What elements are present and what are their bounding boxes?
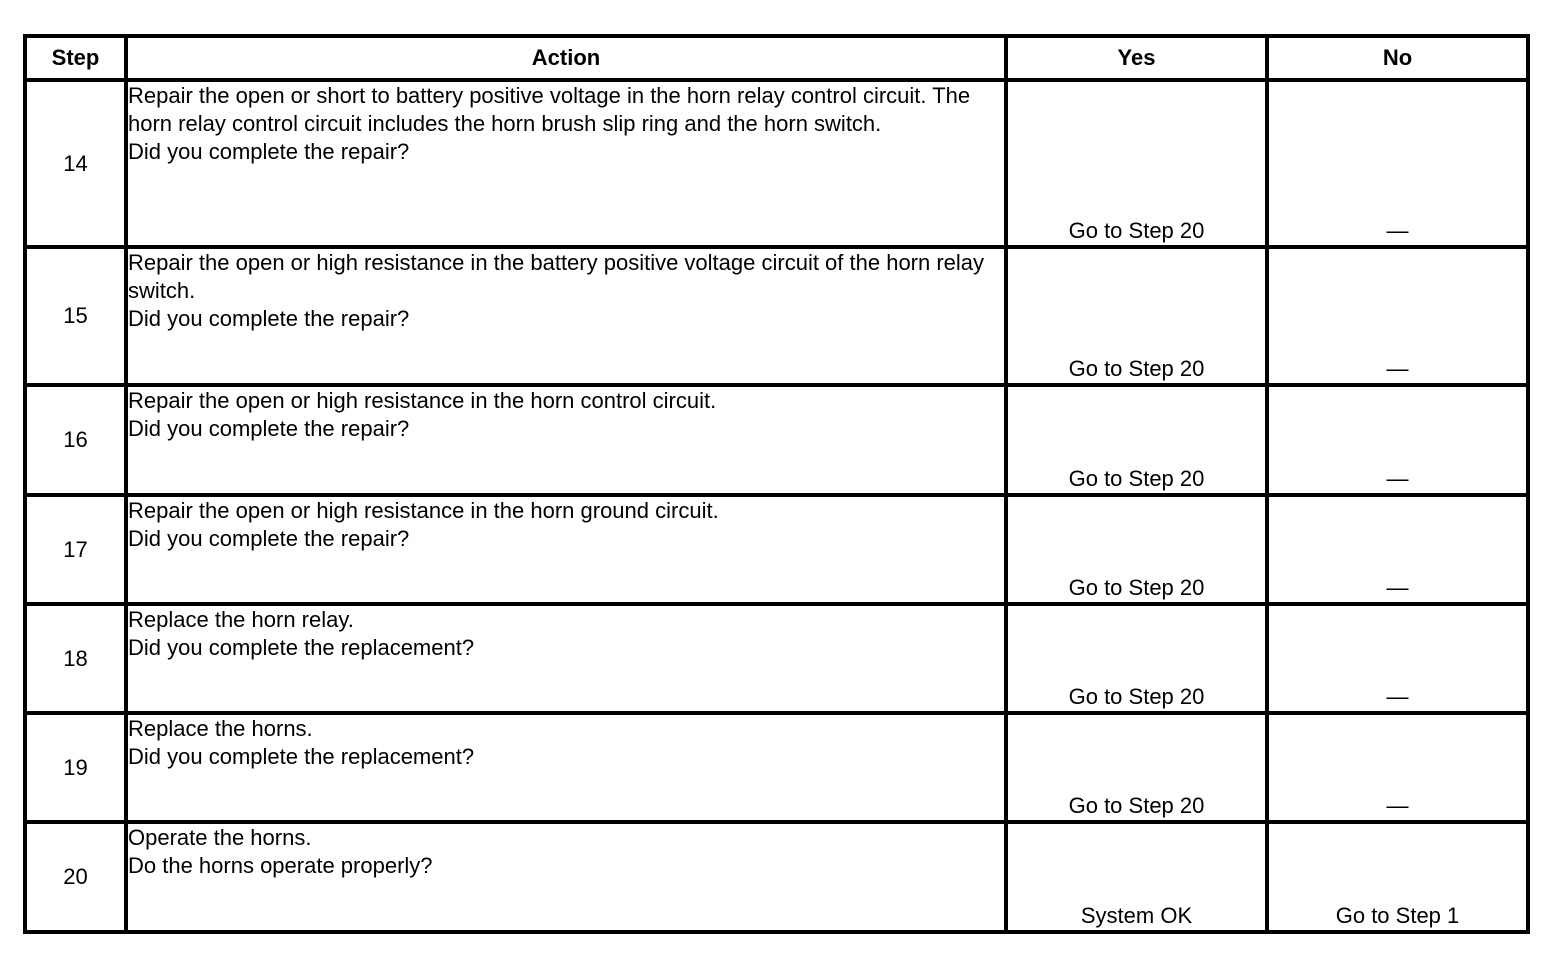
- action-cell: [126, 495, 1006, 604]
- no-result: —: [1267, 385, 1528, 495]
- no-result: Go to Step 1: [1267, 822, 1528, 932]
- action-question: Did you complete the repair?: [128, 526, 410, 551]
- action-cell: [126, 604, 1006, 713]
- action-text: Repair the open or short to battery positive voltage in the horn relay control circuit. The horn relay control circuit includes the horn brush slip ring and the horn switch.: [128, 83, 971, 136]
- action-text: Replace the horns.: [128, 716, 313, 741]
- action-cell: [126, 713, 1006, 822]
- header-action: Action: [126, 36, 1006, 80]
- action-question: Did you complete the repair?: [128, 416, 410, 441]
- action-text: Repair the open or high resistance in the horn control circuit.: [128, 388, 717, 413]
- table-row: [25, 247, 1528, 385]
- action-cell: [126, 822, 1006, 932]
- header-step: Step: [25, 36, 126, 80]
- table-row: [25, 495, 1528, 604]
- diagnostic-procedure-table: [23, 34, 1530, 934]
- action-text: Repair the open or high resistance in the horn ground circuit.: [128, 498, 719, 523]
- yes-result: Go to Step 20: [1006, 80, 1267, 247]
- action-question: Do the horns operate properly?: [128, 853, 433, 878]
- table-row: [25, 385, 1528, 495]
- step-number: 18: [25, 604, 126, 713]
- action-cell: [126, 80, 1006, 247]
- action-question: Did you complete the repair?: [128, 306, 410, 331]
- step-number: 19: [25, 713, 126, 822]
- action-text: Replace the horn relay.: [128, 607, 354, 632]
- yes-result: Go to Step 20: [1006, 713, 1267, 822]
- action-question: Did you complete the replacement?: [128, 744, 475, 769]
- header-no: No: [1267, 36, 1528, 80]
- step-number: 20: [25, 822, 126, 932]
- table-row: [25, 822, 1528, 932]
- action-question: Did you complete the replacement?: [128, 635, 475, 660]
- action-question: Did you complete the repair?: [128, 139, 410, 164]
- table-row: [25, 604, 1528, 713]
- no-result: —: [1267, 713, 1528, 822]
- header-yes: Yes: [1006, 36, 1267, 80]
- no-result: —: [1267, 495, 1528, 604]
- table-row: [25, 80, 1528, 247]
- action-text: Operate the horns.: [128, 825, 312, 850]
- no-result: —: [1267, 604, 1528, 713]
- step-number: 15: [25, 247, 126, 385]
- action-cell: [126, 385, 1006, 495]
- yes-result: Go to Step 20: [1006, 247, 1267, 385]
- step-number: 14: [25, 80, 126, 247]
- action-cell: [126, 247, 1006, 385]
- yes-result: System OK: [1006, 822, 1267, 932]
- no-result: —: [1267, 247, 1528, 385]
- step-number: 17: [25, 495, 126, 604]
- yes-result: Go to Step 20: [1006, 495, 1267, 604]
- step-number: 16: [25, 385, 126, 495]
- yes-result: Go to Step 20: [1006, 385, 1267, 495]
- table-row: [25, 713, 1528, 822]
- yes-result: Go to Step 20: [1006, 604, 1267, 713]
- no-result: —: [1267, 80, 1528, 247]
- action-text: Repair the open or high resistance in the battery positive voltage circuit of the horn relay switch.: [128, 250, 985, 303]
- header-row: [25, 36, 1528, 80]
